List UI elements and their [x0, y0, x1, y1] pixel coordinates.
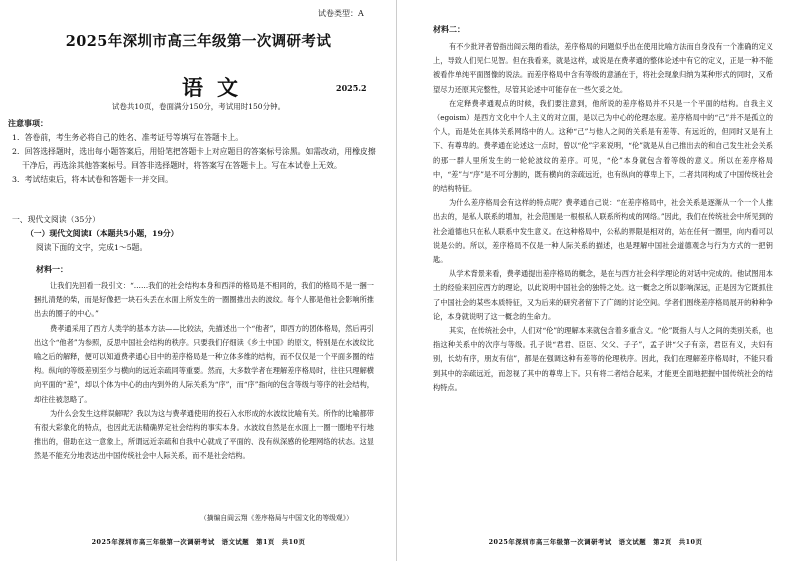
material-two-label: 材料二： [433, 24, 465, 34]
right-page [397, 0, 794, 561]
passage-paragraph: 费孝通采用了西方人类学的基本方法——比较法，先描述出一个“他者”，即西方的团体格局，然后再引出这个“他者”为参照，反思中国社会结构的秩序。只要我们仔细读《乡土中国》的原文，特别是在水波纹比喻之后的解释，便可以知道费孝通心目中的差序格局是一种立体多维的结构，而不仅仅是一个平面多圈的结构。纵向的等级差别至少与横向的远近亲疏同等重要。然而，大多数学者在理解差序格局时，往往只理解横向平面的“差”，却以个体为中心的由内到外的人际关系为“序”，而“序”指向的包含等级与等序的社会结构，却往往被忽略了。 [34, 323, 374, 404]
exam-info: 试卷共10页，卷面满分150分，考试用时150分钟。 [111, 102, 286, 111]
passage-paragraph: 为什么会发生这样误解呢？我以为这与费孝通使用的投石入水形成的水波纹比喻有关。所作的比喻都带有很大彩象化的特点，也因此无法精确界定社会结构的事实本身。水波纹自然是在水面上一圈一圈地平行地推出的，借助在这一意象上，所谓远近亲疏和自我中心就成了平面的、没有纵深感的伦理网络的状态。这显然是不能充分地表达出中国传统社会中人际关系，而不是社会结构。 [34, 408, 374, 461]
passage-paragraph: 从学术背景来看，费孝通提出差序格局的概念，是在与西方社会科学理论的对话中完成的。他试图用本土的经验来回应西方的理论，以此说明中国社会的独特之处。这一概念之所以影响深远，正是因为它既抓住了中国社会的某些本质特征，又为后来的研究者留下了广阔的讨论空间。学者们围绕差序格局展开的种种争论，本身就说明了这一概念的生命力。 [433, 269, 773, 321]
material-two-passage [433, 40, 773, 530]
notice-item: 1．答卷前，考生务必将自己的姓名、准考证号等填写在答题卡上。 [12, 133, 244, 142]
reading-instruction: 阅读下面的文字，完成1～5题。 [36, 243, 148, 252]
notice-list [12, 131, 382, 187]
passage-paragraph: 让我们先回看一段引文：“……我们的社会结构本身和西洋的格局是不相同的，我们的格局不是一捆一捆扎清楚的柴，而是好像把一块石头丢在水面上所发生的一圈圈推出去的波纹。每个人都是他社会影响所推出去的圈子的中心。” [34, 281, 374, 319]
sub-heading: （一）现代文阅读Ⅰ（本题共5小题，19分） [26, 229, 179, 238]
material-one-label: 材料一： [36, 264, 68, 274]
page-footer: 2025年深圳市高三年级第一次调研考试 语文试题 第2页 共10页 [488, 538, 703, 546]
passage-paragraph: 在定释费孝通观点的时候，我们要注意到，他所说的差序格局并不只是一个平面的结构。自我主义（egoism）是西方文化中个人主义的对立面，是以己为中心的伦理态度。差序格局中的“己”并不是孤立的个人，而是处在具体关系网络中的人。这种“己”与他人之间的关系是有差等、有远近的，但同时又是有上下、有尊卑的。费孝通在论述这一点时，曾以“伦”字来说明，“伦”就是从自己推出去的和自己发生社会关系的那一群人里所发生的一轮轮波纹的差序。可见，“伦”本身就包含着等级的意义。所以在差序格局中，“差”与“序”是不可分割的，既有横向的亲疏远近，也有纵向的尊卑上下，二者共同构成了中国传统社会的结构特征。 [433, 98, 773, 194]
exam-title: 2025年深圳市高三年级第一次调研考试 [65, 33, 332, 50]
passage-paragraph: 有不少批评者曾指出阎云翔的看法，差序格局的问题似乎出在使用比喻方法而自身没有一个准确的定义上，导致人们见仁见智。但在我看来，就是这样，或说是在费孝通的整体论述中有它的定义，正是一种不能被看作单纯平面图像的说法。而差序格局中含有等级的意涵在于，将社会现象归纳为某种形式的同时，又希望尽力还原其完整性，尽管其论述中可能存在一些欠妥之处。 [433, 42, 773, 94]
subject-title: 语文 [182, 75, 252, 100]
exam-date: 2025.2 [336, 83, 367, 93]
page-footer: 2025年深圳市高三年级第一次调研考试 语文试题 第1页 共10页 [91, 538, 306, 546]
passage-paragraph: 其实，在传统社会中，人们对“伦”的理解本来就包含着多重含义。“伦”既指人与人之间的类别关系，也指这种关系中的次序与等级。孔子说“君君、臣臣、父父、子子”，孟子讲“父子有亲，君臣有义，夫妇有别，长幼有序，朋友有信”，都是在强调这种有差等的伦理秩序。因此，我们在理解差序格局时，不能只看到其中的亲疏远近，而忽视了其中的尊卑上下。只有将二者结合起来，才能更全面地把握中国传统社会的结构特点。 [433, 326, 773, 392]
notice-item: 2．回答选择题时，选出每小题答案后，用铅笔把答题卡上对应题目的答案标号涂黑。如需改动，用橡皮擦干净后，再选涂其他答案标号。回答非选择题时，将答案写在答题卡上。写在本试卷上无效。 [12, 147, 376, 170]
source-citation: （摘编自阎云翔《差序格局与中国文化的等级观》） [200, 514, 353, 522]
exam-type-label: 试卷类型：A [318, 9, 364, 18]
material-one-passage [34, 279, 374, 501]
notice-item: 3．考试结束后，将本试卷和答题卡一并交回。 [12, 175, 173, 184]
passage-paragraph: 为什么差序格局会有这样的特点呢？费孝通自己说：“在差序格局中，社会关系是逐渐从一个一个人推出去的，是私人联系的增加，社会范围是一根根私人联系所构成的网络。”因此，我们在传统社会中所见到的社会道德也只在私人联系中发生意义。在这种格局中，公私的界限是相对的，站在任何一圈里，向内看可以说是公的。所以，差序格局不仅是一种人际关系的描述，也是理解中国社会道德观念与行为方式的一把钥匙。 [433, 198, 773, 265]
notice-heading: 注意事项： [8, 118, 48, 128]
section-heading: 一、现代文阅读（35分） [12, 215, 100, 224]
